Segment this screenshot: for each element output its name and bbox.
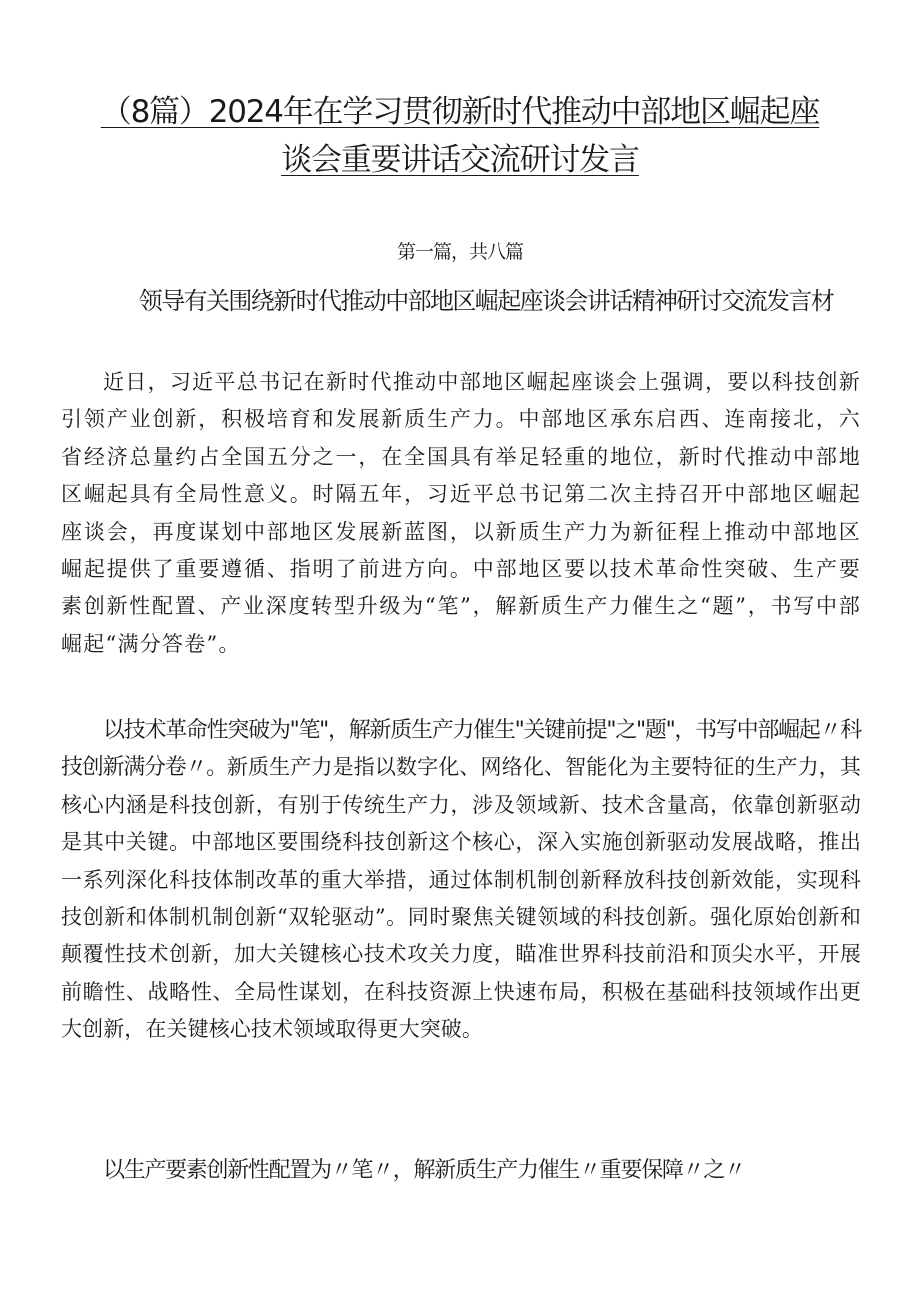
paragraph-tech-innovation-text: 新质生产力是指以数字化、网络化、智能化为主要特征的生产力，其核心内涵是科技创新，有别于传统生产力，涉及领域新、技术含量高，依靠创新驱动是其中关键。中部地区要围绕科技创新这个核心，深入实施创新驱动发展战略，推出一系列深化科技体制改革的重大举措，通过体制机制创新释放科技创新效能，实现科技创新和体制机制创新“双轮驱动”。同时聚焦关键领域的科技创新。强化原始创新和颠覆性技术创新，加大关键核心技术攻关力度，瞄准世界科技前沿和顶尖水平，开展前瞻性、战略性、全局性谋划，在科技资源上快速布局，积极在基础科技领域作出更大创新，在关键核心技术领域取得更大突破。 [61,755,861,1042]
paragraph-intro-text: 近日，习近平总书记在新时代推动中部地区崛起座谈会上强调，要以科技创新引领产业创新，积极培育和发展新质生产力。中部地区承东启西、连南接北，六省经济总量约占全国五分之一，在全国具有举足轻重的地位，新时代推动中部地区崛起具有全局性意义。时隔五年，习近平总书记第二次主持召开中部地区崛起座谈会，再度谋划中部地区发展新蓝图，以新质生产力为新征程上推动中部地区崛起提供了重要遵循、指明了前进方向。中部地区要以技术革命性突破、生产要素创新性配置、产业深度转型升级为“笔”，解新质生产力催生之“题”，书写中部崛起“满分答卷”。 [61,370,861,656]
paragraph-tech-innovation-heading: 以技术革命性突破为"笔"，解新质生产力催生"关键前提"之"题"，书写中部崛起〃科技创新满分卷〃。 [61,718,861,781]
document-title: （8篇）2024年在学习贯彻新时代推动中部地区崛起座谈会重要讲话交流研讨发言 [100,94,820,178]
paragraph-production-factors-heading: 以生产要素创新性配置为〃笔〃，解新质生产力催生〃重要保障〃之〃 [103,1158,745,1183]
paragraph-tech-innovation [61,712,861,1049]
section-label: 第一篇，共八篇 [396,241,523,263]
paragraph-production-factors [61,1152,861,1189]
article-subtitle: 领导有关围绕新时代推动中部地区崛起座谈会讲话精神研讨交流发言材 [138,287,834,315]
paragraph-intro [61,364,861,663]
